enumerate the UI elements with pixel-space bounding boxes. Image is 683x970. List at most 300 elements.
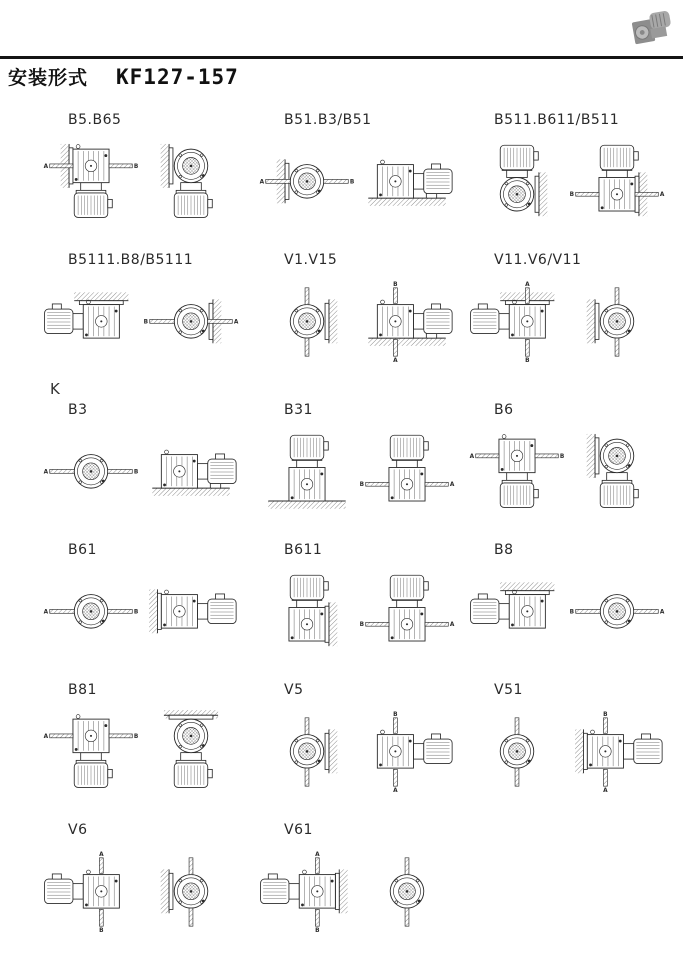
oil-plug-dot — [301, 903, 304, 906]
mount-flange — [595, 438, 599, 474]
oil-plug-dot — [202, 900, 205, 903]
view-box — [142, 132, 240, 232]
gear-housing — [161, 590, 197, 628]
shaft-label: A — [315, 851, 320, 858]
shaft-stub — [305, 338, 309, 356]
motor — [390, 435, 428, 467]
shaft-stub — [50, 609, 75, 613]
oil-plug-dot — [104, 724, 107, 727]
diagram-cell — [258, 402, 464, 522]
gear-unit-front-view — [468, 132, 566, 232]
cell-views — [42, 842, 254, 942]
motor — [390, 575, 428, 607]
eye-bolt — [165, 450, 169, 454]
gear-unit-front-view — [468, 702, 566, 802]
shaft-label: A — [43, 469, 49, 476]
mount-flange — [169, 715, 213, 719]
oil-plug-dot — [630, 183, 633, 186]
shaft-stub — [99, 858, 103, 873]
diagram-cell — [42, 112, 254, 232]
title-model: KF127-157 — [116, 65, 239, 89]
oil-plug-dot — [163, 483, 166, 486]
floor-hatch — [368, 338, 445, 346]
shaft-stub — [266, 179, 291, 183]
diagram-cell — [258, 252, 464, 372]
oil-plug-dot — [291, 496, 294, 499]
view-box — [468, 132, 566, 232]
title-chinese: 安装形式 — [8, 67, 89, 89]
shaft-stub — [305, 288, 309, 305]
shaft-stub — [305, 718, 309, 735]
motor — [290, 575, 328, 607]
gear-housing — [499, 435, 535, 473]
view-box — [258, 422, 356, 522]
wall-hatch — [161, 869, 169, 913]
view-box — [468, 422, 566, 522]
shaft-stub — [50, 469, 75, 473]
diagram-cell — [468, 682, 683, 802]
gear-unit-front-view — [142, 272, 240, 372]
oil-plug-dot — [528, 203, 531, 206]
shaft-label: A — [393, 787, 398, 794]
view-box — [358, 562, 456, 662]
oil-plug-dot — [501, 468, 504, 471]
view-box — [568, 422, 666, 522]
gear-unit-front-view — [142, 132, 240, 232]
view-box — [568, 702, 666, 802]
gear-housing — [174, 719, 208, 753]
gear-unit-side-view — [258, 842, 356, 942]
shaft-stub — [315, 858, 319, 873]
gear-housing — [74, 455, 108, 489]
mount-flange — [505, 591, 549, 595]
wall-hatch — [339, 869, 347, 913]
shaft-label: A — [659, 192, 665, 199]
gear-housing — [587, 730, 623, 768]
gear-unit-side-view — [358, 272, 456, 372]
shaft-label: B — [349, 179, 355, 186]
diagram-row — [0, 822, 683, 942]
eye-bolt — [591, 730, 595, 734]
ceiling-hatch — [500, 582, 554, 590]
gear-housing — [600, 595, 634, 629]
gear-housing — [174, 875, 208, 909]
view-box — [258, 562, 356, 662]
cell-views — [42, 702, 254, 802]
cell-label: B61 — [68, 542, 97, 558]
mount-flange — [325, 303, 329, 339]
shaft-stub — [50, 164, 73, 168]
view-box — [358, 842, 456, 942]
eye-bolt — [165, 590, 169, 594]
oil-plug-dot — [530, 444, 533, 447]
oil-plug-dot — [391, 496, 394, 499]
cell-views — [258, 562, 464, 662]
oil-plug-dot — [420, 613, 423, 616]
floor-hatch — [152, 488, 229, 496]
shaft-label: B — [133, 733, 139, 740]
oil-plug-dot — [628, 620, 631, 623]
shaft-label: B — [569, 192, 575, 199]
shaft-label: B — [569, 609, 575, 616]
eye-bolt — [381, 160, 385, 164]
gear-unit-side-view — [358, 562, 456, 662]
wall-hatch — [329, 299, 337, 343]
gear-unit-side-view — [42, 272, 140, 372]
shaft-stub — [189, 908, 193, 926]
shaft-stub — [324, 179, 349, 183]
cell-label: V51 — [494, 682, 523, 698]
shaft-label: A — [449, 622, 455, 629]
diagram-row — [0, 402, 683, 522]
section-label: K — [50, 380, 61, 398]
gear-housing — [73, 145, 109, 183]
cell-views — [258, 132, 464, 232]
view-box — [358, 272, 456, 372]
mount-flange — [169, 148, 173, 184]
oil-plug-dot — [193, 460, 196, 463]
gear-housing — [299, 870, 335, 908]
mount-flange — [325, 606, 329, 642]
view-box — [42, 422, 140, 522]
shaft-label: A — [525, 281, 530, 288]
oil-plug-dot — [628, 464, 631, 467]
oil-plug-dot — [291, 636, 294, 639]
diagram-cell — [42, 682, 254, 802]
gear-housing — [377, 300, 413, 338]
gear-unit-side-view — [468, 562, 566, 662]
shaft-stub — [366, 622, 389, 626]
gearmotor-photo-icon — [627, 4, 675, 50]
gear-housing — [389, 467, 425, 501]
cell-views — [258, 422, 464, 522]
shaft-stub — [50, 734, 73, 738]
oil-plug-dot — [318, 190, 321, 193]
wall-hatch — [575, 729, 583, 773]
shaft-stub — [635, 192, 658, 196]
cell-label: V5 — [284, 682, 304, 698]
cell-label: B5.B65 — [68, 112, 122, 128]
oil-plug-dot — [420, 473, 423, 476]
gear-unit-side-view — [468, 272, 566, 372]
mount-flange — [583, 733, 587, 769]
shaft-stub — [603, 718, 607, 733]
motor — [74, 183, 112, 218]
wall-hatch — [587, 299, 595, 343]
shaft-label: B — [393, 711, 398, 718]
eye-bolt — [302, 870, 306, 874]
ceiling-hatch — [74, 292, 128, 300]
wall-hatch — [587, 434, 595, 478]
shaft-stub — [393, 769, 397, 786]
cell-label: V1.V15 — [284, 252, 338, 268]
diagram-cell — [258, 822, 464, 942]
oil-plug-dot — [589, 763, 592, 766]
gear-unit-side-view — [258, 422, 356, 522]
shaft-label: B — [133, 609, 139, 616]
gear-housing — [509, 300, 545, 338]
cell-views — [42, 132, 254, 232]
diagram-cell — [468, 112, 683, 232]
wall-hatch — [539, 172, 547, 216]
shaft-stub — [615, 338, 619, 356]
oil-plug-dot — [202, 330, 205, 333]
corner-photo-wrap — [627, 4, 675, 50]
cell-label: V61 — [284, 822, 313, 838]
cell-label: B3 — [68, 402, 88, 418]
view-box — [42, 842, 140, 942]
cell-views — [42, 422, 254, 522]
wall-hatch — [329, 729, 337, 773]
gear-housing — [83, 300, 119, 338]
shaft-label: A — [659, 609, 665, 616]
view-box — [142, 702, 240, 802]
view-box — [258, 272, 356, 372]
oil-plug-dot — [511, 333, 514, 336]
motor — [413, 304, 452, 334]
gear-unit-side-view — [358, 702, 456, 802]
shaft-stub — [305, 768, 309, 786]
shaft-stub — [405, 908, 409, 926]
gear-unit-side-view — [142, 422, 240, 522]
view-box — [468, 562, 566, 662]
diagram-cell — [42, 822, 254, 942]
wall-hatch — [149, 589, 157, 633]
oil-plug-dot — [541, 600, 544, 603]
shaft-stub — [525, 339, 529, 356]
shaft-stub — [576, 192, 599, 196]
gear-housing — [290, 305, 324, 339]
shaft-stub — [405, 858, 409, 875]
oil-plug-dot — [409, 310, 412, 313]
shaft-stub — [425, 622, 448, 626]
gear-unit-front-view — [358, 842, 456, 942]
gear-housing — [500, 735, 534, 769]
gear-housing — [74, 595, 108, 629]
eye-bolt — [86, 870, 90, 874]
diagram-cell — [258, 542, 464, 662]
view-box — [42, 702, 140, 802]
eye-bolt — [502, 435, 506, 439]
oil-plug-dot — [115, 880, 118, 883]
cell-views — [258, 842, 464, 942]
shaft-label: B — [315, 927, 320, 934]
motor — [197, 454, 236, 484]
shaft-label: B — [525, 357, 530, 364]
gear-unit-side-view — [42, 842, 140, 942]
shaft-label: A — [393, 357, 398, 364]
gear-housing — [390, 875, 424, 909]
motor — [471, 304, 510, 334]
shaft-label: A — [43, 609, 49, 616]
eye-bolt — [381, 730, 385, 734]
wall-hatch — [161, 144, 169, 188]
motor — [261, 874, 300, 904]
gear-unit-front-view — [142, 842, 240, 942]
shaft-stub — [109, 164, 132, 168]
cell-label: B6 — [494, 402, 514, 418]
diagram-row — [0, 112, 683, 232]
cell-views — [468, 132, 683, 232]
gear-unit-front-view — [568, 272, 666, 372]
gear-housing — [83, 870, 119, 908]
oil-plug-dot — [418, 900, 421, 903]
gear-housing — [290, 735, 324, 769]
oil-plug-dot — [318, 760, 321, 763]
oil-plug-dot — [379, 763, 382, 766]
motor — [413, 734, 452, 764]
diagram-cell — [42, 402, 254, 522]
mount-flange — [535, 176, 539, 212]
cell-label: B611 — [284, 542, 323, 558]
mount-flange — [157, 593, 161, 629]
oil-plug-dot — [318, 330, 321, 333]
gear-housing — [161, 450, 197, 488]
cell-views — [258, 272, 464, 372]
oil-plug-dot — [379, 193, 382, 196]
diagram-row — [0, 682, 683, 802]
shaft-stub — [425, 482, 448, 486]
floor-hatch — [368, 198, 445, 206]
cell-views — [258, 702, 464, 802]
view-box — [42, 562, 140, 662]
oil-plug-dot — [409, 170, 412, 173]
gear-housing — [289, 467, 325, 501]
oil-plug-dot — [628, 330, 631, 333]
shaft-label: B — [603, 711, 608, 718]
shaft-label: A — [233, 319, 239, 326]
shaft-stub — [109, 734, 132, 738]
shaft-stub — [615, 288, 619, 305]
diagram-cell — [258, 682, 464, 802]
shaft-stub — [476, 454, 499, 458]
oil-plug-dot — [115, 310, 118, 313]
motor — [45, 874, 84, 904]
shaft-label: B — [359, 482, 365, 489]
mount-flange — [79, 301, 123, 305]
oil-plug-dot — [331, 880, 334, 883]
motor — [471, 594, 510, 624]
cell-views — [42, 272, 254, 372]
oil-plug-dot — [619, 740, 622, 743]
motor — [197, 594, 236, 624]
shaft-stub — [108, 609, 132, 613]
oil-plug-dot — [85, 903, 88, 906]
shaft-label: B — [133, 163, 139, 170]
header-rule — [0, 56, 683, 59]
view-box — [142, 422, 240, 522]
diagram-row — [0, 252, 683, 372]
diagram-cell — [468, 402, 683, 522]
shaft-stub — [393, 339, 397, 356]
motor — [413, 164, 452, 194]
view-box — [358, 422, 456, 522]
gear-unit-front-view — [42, 422, 140, 522]
shaft-stub — [315, 909, 319, 926]
gear-housing — [174, 149, 208, 183]
motor — [600, 473, 638, 508]
oil-plug-dot — [391, 636, 394, 639]
oil-plug-dot — [85, 333, 88, 336]
shaft-stub — [366, 482, 389, 486]
motor — [174, 183, 212, 218]
diagram-cell — [42, 252, 254, 372]
cell-views — [468, 272, 683, 372]
cell-views — [468, 422, 683, 522]
shaft-label: B — [393, 281, 398, 288]
motor — [623, 734, 662, 764]
view-box — [258, 702, 356, 802]
mount-flange — [595, 303, 599, 339]
eye-bolt — [381, 300, 385, 304]
shaft-label: A — [43, 163, 49, 170]
diagram-cell — [42, 542, 254, 662]
shaft-stub — [634, 609, 659, 613]
gear-housing — [600, 439, 634, 473]
eye-bolt — [76, 145, 80, 149]
gear-unit-front-view — [258, 132, 356, 232]
view-box — [142, 842, 240, 942]
gear-unit-side-view — [468, 422, 566, 522]
diagram-row — [0, 542, 683, 662]
oil-plug-dot — [202, 174, 205, 177]
cell-views — [468, 702, 683, 802]
shaft-stub — [393, 288, 397, 303]
oil-plug-dot — [320, 473, 323, 476]
gear-unit-front-view — [258, 272, 356, 372]
view-box — [568, 132, 666, 232]
gear-unit-side-view — [358, 132, 456, 232]
shaft-stub — [150, 319, 175, 323]
gear-unit-side-view — [358, 422, 456, 522]
motor — [600, 145, 638, 177]
gear-unit-side-view — [568, 702, 666, 802]
gear-unit-front-view — [258, 702, 356, 802]
shaft-stub — [576, 609, 601, 613]
gear-housing — [289, 607, 325, 641]
motor — [500, 473, 538, 508]
gear-unit-side-view — [142, 562, 240, 662]
gear-housing — [290, 165, 324, 199]
cell-views — [42, 562, 254, 662]
page-title — [8, 63, 239, 90]
gear-housing — [73, 715, 109, 753]
view-box — [358, 132, 456, 232]
gear-housing — [377, 730, 413, 768]
view-box — [42, 132, 140, 232]
diagram-cell — [468, 542, 683, 662]
oil-plug-dot — [202, 744, 205, 747]
mount-flange — [335, 873, 339, 909]
gear-housing — [377, 160, 413, 198]
oil-plug-dot — [102, 480, 105, 483]
motor — [45, 304, 84, 334]
cell-label: B81 — [68, 682, 97, 698]
shaft-stub — [535, 454, 558, 458]
eye-bolt — [76, 715, 80, 719]
shaft-stub — [99, 909, 103, 926]
cell-label: B511.B611/B511 — [494, 112, 620, 128]
oil-plug-dot — [409, 740, 412, 743]
oil-plug-dot — [163, 623, 166, 626]
oil-plug-dot — [379, 333, 382, 336]
gear-unit-front-view — [42, 562, 140, 662]
shaft-stub — [189, 858, 193, 875]
motor — [174, 753, 212, 788]
cell-views — [468, 562, 683, 662]
diagram-cell — [468, 252, 683, 372]
oil-plug-dot — [104, 154, 107, 157]
